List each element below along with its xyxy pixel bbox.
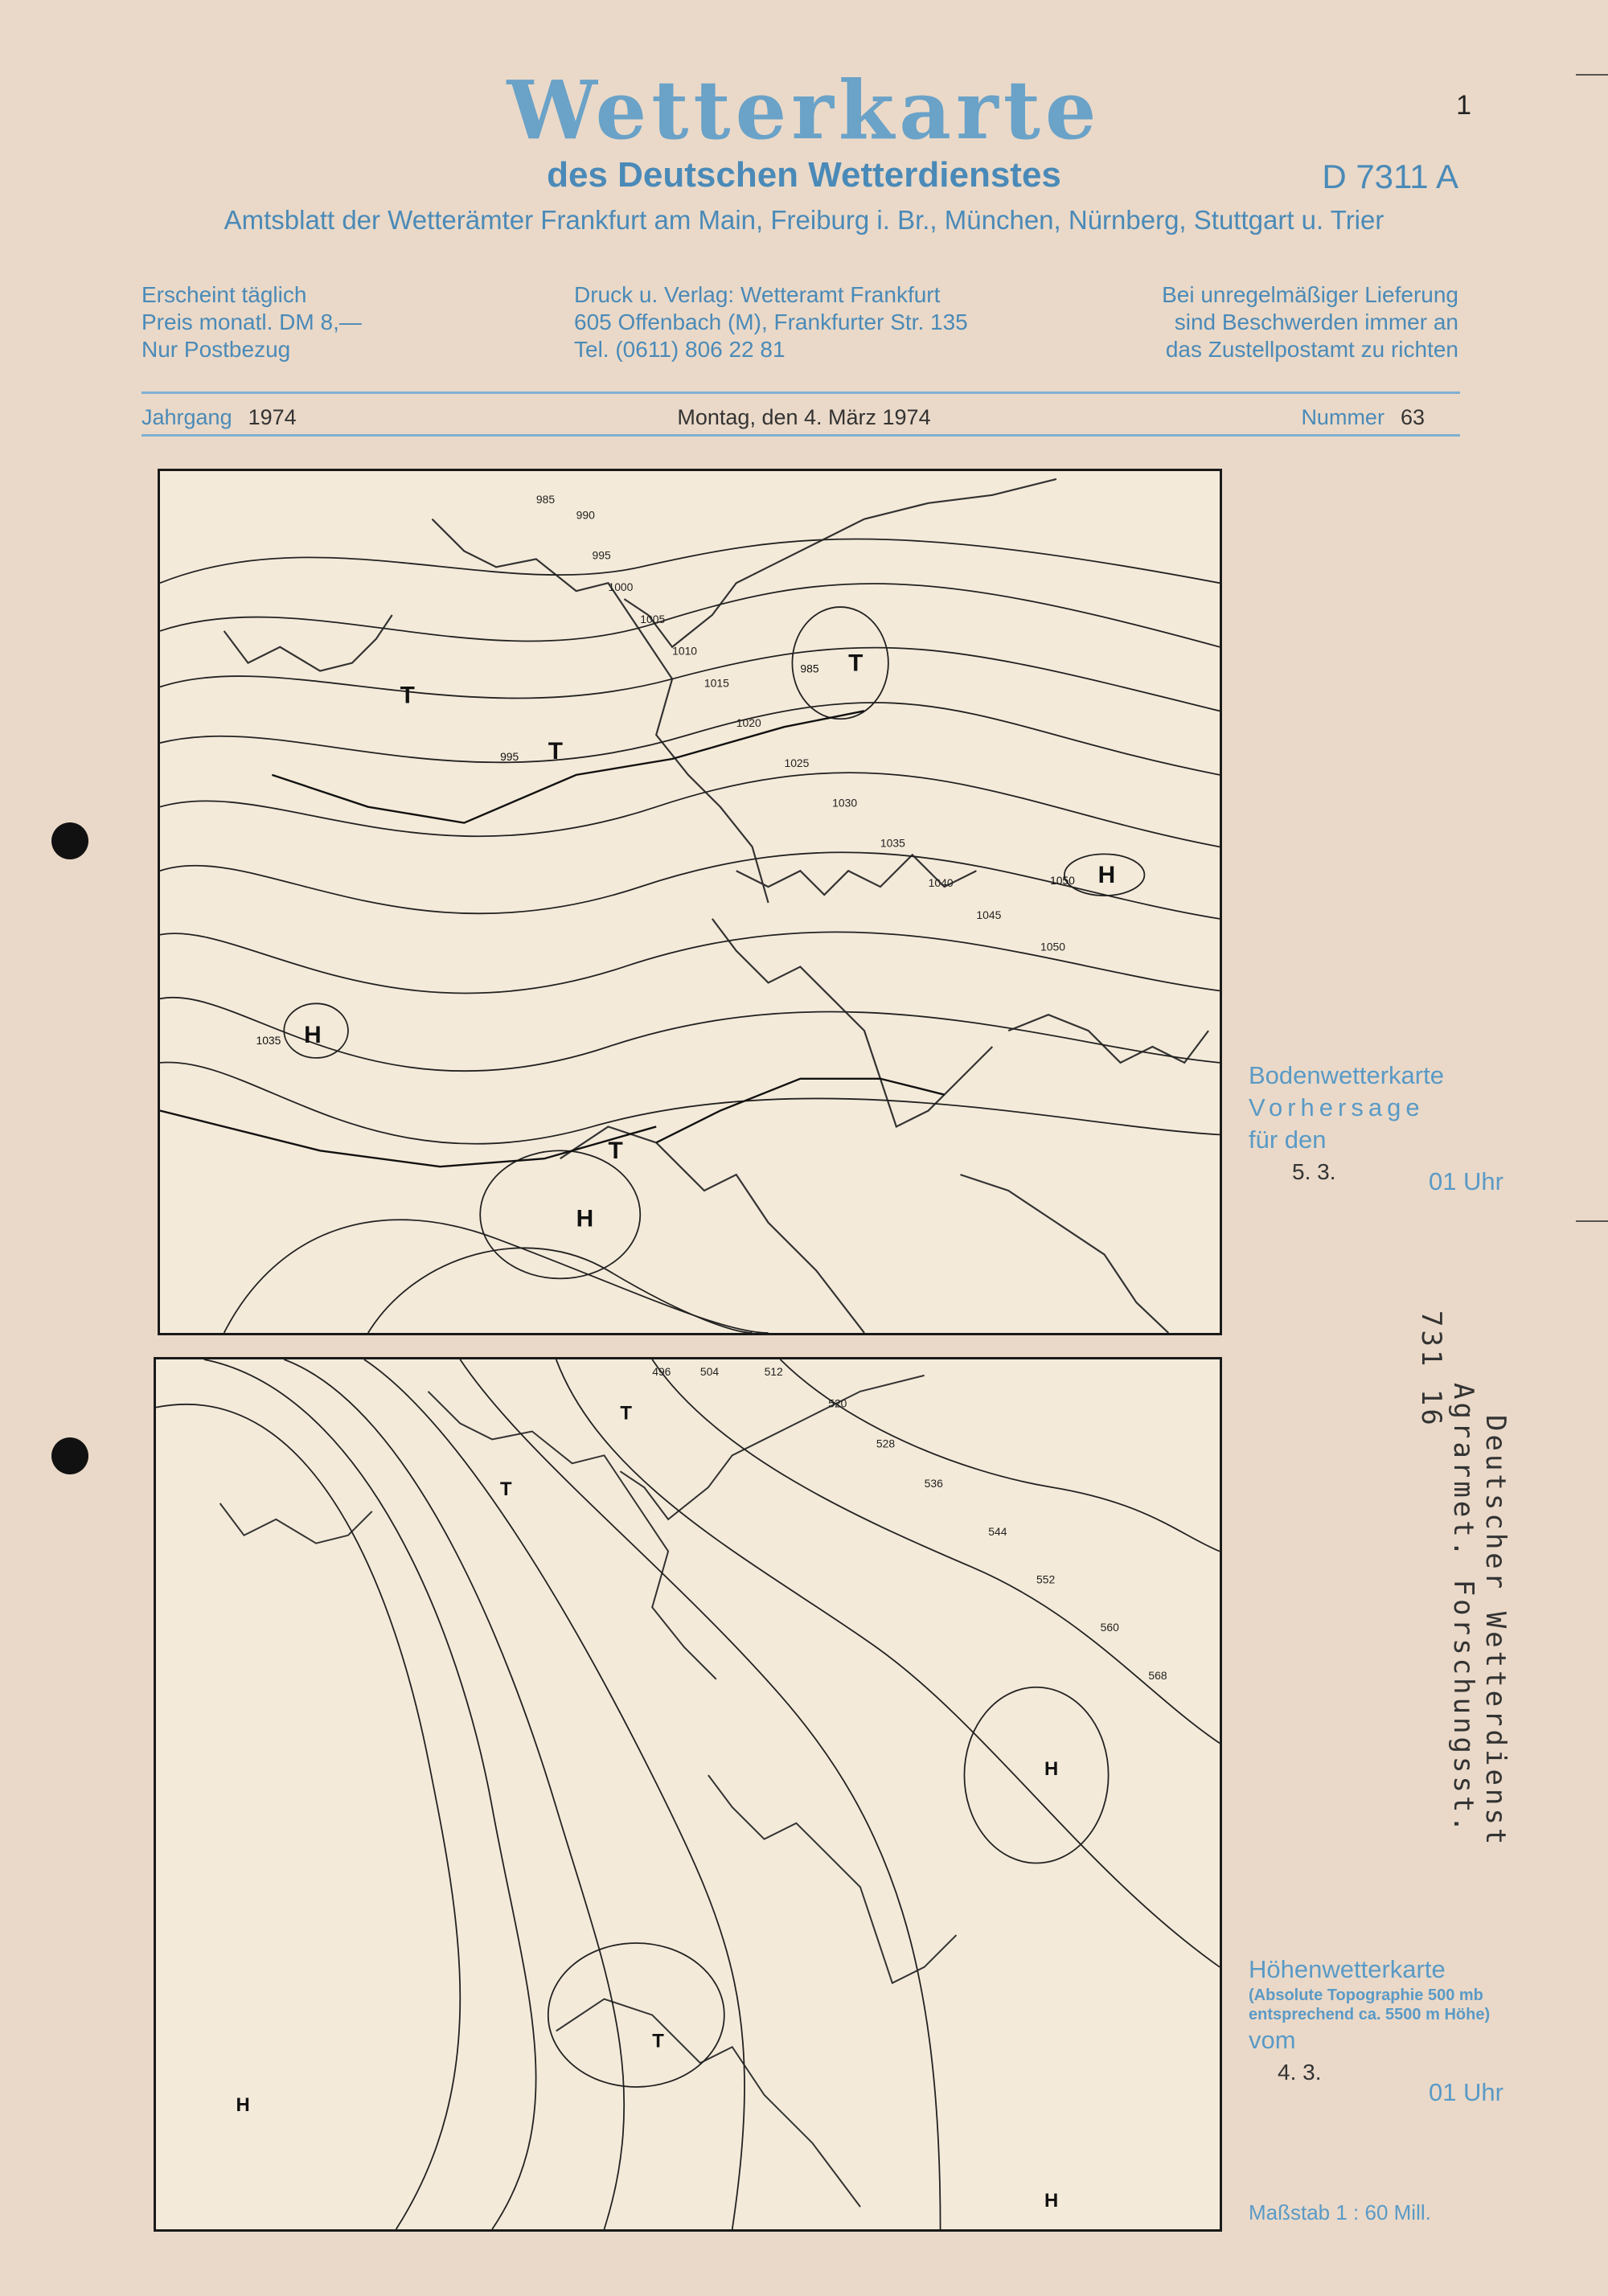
isohypse — [284, 1359, 624, 2229]
info-line: Bei unregelmäßiger Lieferung — [1162, 282, 1458, 307]
coastline — [220, 1503, 372, 1544]
issue-date: Montag, den 4. März 1974 — [677, 405, 931, 429]
info-line: Erscheint täglich — [142, 282, 307, 307]
surface-map-drawing — [160, 471, 1220, 1333]
coastline — [560, 1126, 864, 1333]
for-label: für den — [1249, 1125, 1327, 1154]
coastline — [224, 615, 392, 671]
stamp-number: 731 16 — [1415, 1310, 1447, 1429]
high-center-marker: H — [1044, 1758, 1059, 1781]
number-value: 63 — [1400, 405, 1425, 429]
isobar-label: 1025 — [784, 756, 810, 769]
cold-front — [160, 1111, 656, 1167]
coastline — [960, 1175, 1168, 1333]
pressure-centers — [256, 650, 1115, 1232]
from-label: vom — [1249, 2026, 1296, 2054]
isobar — [224, 1220, 769, 1333]
height-label: 568 — [1148, 1668, 1167, 1682]
height-label: 520 — [828, 1396, 847, 1410]
info-line: das Zustellpostamt zu richten — [1165, 337, 1458, 362]
height-label: 544 — [988, 1524, 1007, 1538]
isobar-label: 1020 — [736, 716, 761, 730]
isohypse — [156, 1404, 460, 2229]
height-label: 552 — [1036, 1572, 1056, 1586]
coastlines — [220, 1376, 957, 2207]
coastline — [556, 1999, 860, 2208]
isobar-label: 1015 — [704, 676, 729, 690]
analysis-date: 4. 3. — [1278, 2060, 1322, 2085]
height-trough-ring — [548, 1943, 724, 2087]
isobar-label: 1040 — [928, 876, 954, 890]
isobar-label: 1035 — [880, 836, 905, 850]
upper-air-map — [154, 1357, 1222, 2232]
info-line: Druck u. Verlag: Wetteramt Frankfurt — [574, 282, 941, 307]
isobars — [160, 539, 1220, 1333]
coastline — [708, 1775, 957, 1983]
high-center-marker: H — [236, 2093, 250, 2116]
isohypses — [156, 1359, 1220, 2229]
isobar — [160, 773, 1220, 850]
masthead-subtitle: des Deutschen Wetterdienstes — [547, 155, 1061, 195]
map-scale: Maßstab 1 : 60 Mill. — [1249, 2200, 1431, 2224]
high-center-marker: H — [1097, 862, 1116, 889]
edge-mark — [1576, 1220, 1608, 1222]
stamp-line: Deutscher Wetterdienst — [1479, 1415, 1512, 1848]
isobar — [160, 584, 1220, 647]
high-center-marker: H — [1044, 2190, 1059, 2212]
low-center-marker: T — [620, 1402, 632, 1425]
height-label: 536 — [924, 1477, 943, 1490]
subscription-info — [142, 281, 362, 363]
isohypse — [364, 1359, 745, 2229]
coastline — [428, 1392, 716, 1679]
info-line: 605 Offenbach (M), Frankfurter Str. 135 — [574, 310, 968, 334]
height-label: 504 — [699, 1364, 720, 1378]
analysis-time: 01 Uhr — [1428, 2078, 1503, 2106]
low-center-marker: T — [848, 650, 863, 677]
center-pressure-value: 985 — [800, 662, 819, 675]
coastline — [432, 519, 768, 903]
center-pressure-value: 995 — [500, 749, 519, 763]
publisher-info — [574, 281, 968, 363]
coastline — [1008, 1015, 1208, 1063]
isobar-label: 990 — [576, 508, 595, 522]
isobar-label: 1010 — [672, 644, 698, 658]
punch-hole — [51, 822, 88, 859]
header-rule-bottom — [142, 434, 1460, 437]
forecast-time: 01 Uhr — [1428, 1167, 1503, 1195]
height-label: 528 — [876, 1437, 896, 1450]
surface-weather-map — [158, 469, 1222, 1335]
page-number: 1 — [1456, 90, 1471, 121]
high-pressure-ring — [480, 1150, 640, 1278]
upper-map-title: Höhenwetterkarte — [1249, 1955, 1446, 1983]
high-center-marker: H — [304, 1022, 322, 1049]
info-line: Tel. (0611) 806 22 81 — [574, 337, 786, 362]
center-pressure-value: 1035 — [256, 1034, 281, 1048]
isobar-label: 1050 — [1040, 940, 1065, 953]
height-label: 560 — [1100, 1621, 1119, 1634]
warm-front — [656, 1079, 944, 1143]
isobar — [160, 703, 1220, 775]
isobar-label: 985 — [535, 492, 556, 506]
low-center-marker: T — [652, 2030, 664, 2052]
upper-map-drawing — [156, 1359, 1220, 2229]
low-center-marker: T — [608, 1138, 623, 1165]
delivery-info — [1162, 281, 1458, 363]
isobar-label: 1030 — [832, 796, 858, 810]
height-labels — [652, 1365, 1167, 1682]
forecast-label: Vorhersage — [1249, 1093, 1425, 1121]
occluded-front — [272, 711, 864, 822]
info-line: sind Beschwerden immer an — [1174, 310, 1458, 334]
edge-mark — [1576, 74, 1608, 76]
header-rule-top — [142, 392, 1460, 394]
isohypse — [780, 1359, 1220, 1552]
isobar-label: 1045 — [976, 908, 1002, 921]
surface-map-title: Bodenwetterkarte — [1249, 1061, 1444, 1089]
publication-code: D 7311 A — [1322, 158, 1458, 195]
low-center-marker: T — [500, 1478, 512, 1501]
year-value: 1974 — [248, 405, 297, 429]
info-line: Nur Postbezug — [142, 337, 291, 362]
isobar — [160, 1062, 1220, 1143]
center-pressure-value: 1050 — [1049, 874, 1075, 888]
isohypse — [652, 1359, 1220, 1743]
forecast-date: 5. 3. — [1292, 1159, 1336, 1184]
year-label: Jahrgang — [142, 405, 232, 429]
offices-line: Amtsblatt der Wetterämter Frankfurt am Main, Freiburg i. Br., München, Nürnberg, Stuttgart u. Trier — [224, 205, 1384, 235]
low-center-marker: T — [400, 682, 415, 709]
stamp-line: Agrarmet. Forschungsst. — [1447, 1383, 1479, 1835]
isobar-label: 1000 — [608, 580, 634, 594]
isobar — [368, 1248, 753, 1333]
height-label: 512 — [764, 1364, 783, 1378]
height-ridge-ring — [964, 1687, 1108, 1863]
isobar — [160, 539, 1220, 584]
height-label: 496 — [652, 1364, 671, 1378]
number-field — [1301, 405, 1425, 430]
high-center-marker: H — [576, 1205, 594, 1232]
isobar-label: 995 — [592, 548, 611, 562]
isohypse — [460, 1359, 940, 2229]
low-center-marker: T — [548, 738, 564, 765]
isobar-label: 1005 — [640, 612, 666, 625]
masthead-title: Wetterkarte — [507, 63, 1101, 158]
number-label: Nummer — [1301, 405, 1384, 429]
punch-hole — [51, 1437, 88, 1474]
upper-map-desc: (Absolute Topographie 500 mb — [1249, 1986, 1483, 2004]
upper-map-desc: entsprechend ca. 5500 m Höhe) — [1249, 2006, 1491, 2023]
coastline — [712, 919, 992, 1127]
info-line: Preis monatl. DM 8,— — [142, 310, 362, 334]
coastline — [624, 479, 1056, 647]
